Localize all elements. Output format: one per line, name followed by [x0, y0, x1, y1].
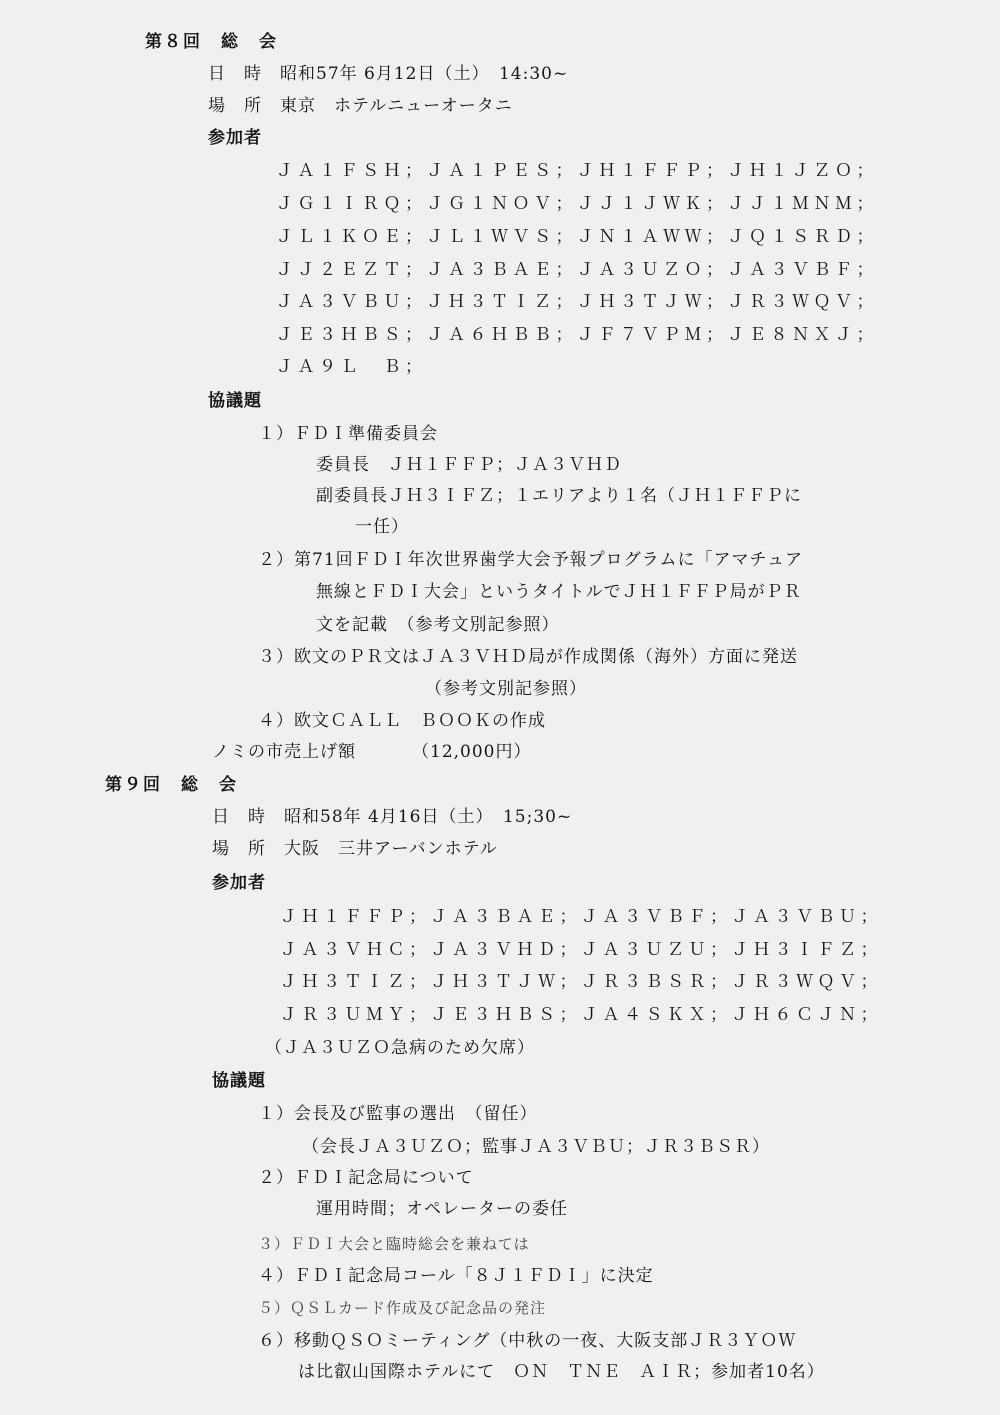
agenda-item: １）会長及び監事の選出 （留任） — [258, 1104, 538, 1124]
meeting9-agenda-label: 協議題 — [212, 1071, 266, 1091]
attendee-line: ＪＡ１ＦＳＨ；ＪＡ１ＰＥＳ；ＪＨ１ＦＦＰ；ＪＨ１ＪＺＯ； — [276, 161, 878, 181]
attendee-line: ＪＡ３ＶＨＣ；ＪＡ３ＶＨＤ；ＪＡ３ＵＺＵ；ＪＨ３ＩＦＺ； — [280, 940, 882, 960]
agenda-item: ４）ＦＤＩ記念局コール「８Ｊ１ＦＤＩ」に決定 — [258, 1266, 654, 1286]
agenda-item: ２）ＦＤＩ記念局について — [258, 1168, 474, 1188]
meeting9-date: 日 時 昭和58年 4月16日（土） 15;30~ — [212, 807, 573, 827]
meeting8-agenda-label: 協議題 — [208, 391, 262, 411]
attendee-line: ＪＲ３ＵＭＹ；ＪＥ３ＨＢＳ；ＪＡ４ＳＫＸ；ＪＨ６ＣＪＮ； — [280, 1005, 882, 1025]
agenda-item: ４）欧文ＣＡＬＬ ＢＯＯＫの作成 — [258, 711, 546, 731]
attendee-line: ＪＡ３ＶＢＵ；ＪＨ３ＴＩＺ；ＪＨ３ＴＪＷ；ＪＲ３ＷＱＶ； — [276, 292, 878, 312]
agenda-detail: 一任） — [355, 517, 409, 537]
agenda-item: ３）欧文のＰＲ文はＪＡ３ＶＨＤ局が作成関係（海外）方面に発送 — [258, 647, 798, 667]
flea-market-label: ノミの市売上げ額 — [212, 742, 356, 762]
attendee-line: ＪＬ１ＫＯＥ；ＪＬ１ＷＶＳ；ＪＮ１ＡＷＷ；ＪＱ１ＳＲＤ； — [276, 227, 878, 247]
agenda-detail: （参考文別記参照） — [425, 679, 587, 699]
attendee-line: ＪＨ１ＦＦＰ；ＪＡ３ＢＡＥ；ＪＡ３ＶＢＦ；ＪＡ３ＶＢＵ； — [280, 907, 882, 927]
attendee-line: ＪＪ２ＥＺＴ；ＪＡ３ＢＡＥ；ＪＡ３ＵＺＯ；ＪＡ３ＶＢＦ； — [276, 260, 878, 280]
flea-market-sales — [212, 741, 531, 763]
meeting8-place: 場 所 東京 ホテルニューオータニ — [208, 96, 513, 116]
agenda-detail: は比叡山国際ホテルにて ＯＮ ＴＮＥ ＡＩＲ；参加者10名） — [298, 1362, 825, 1382]
agenda-detail: 副委員長ＪＨ３ＩＦＺ；１エリアより１名（ＪＨ１ＦＦＰに — [316, 486, 802, 506]
agenda-detail: 委員長 ＪＨ１ＦＦＰ；ＪＡ３ＶＨＤ — [316, 455, 622, 475]
attendee-line: ＪＨ３ＴＩＺ；ＪＨ３ＴＪＷ；ＪＲ３ＢＳＲ；ＪＲ３ＷＱＶ； — [280, 972, 882, 992]
meeting9-title: 第９回 総 会 — [105, 775, 238, 795]
agenda-item: ６）移動ＱＳＯミーティング（中秋の一夜、大阪支部ＪＲ３ＹＯＷ — [258, 1331, 797, 1351]
agenda-detail: 文を記載 （参考文別記参照） — [316, 615, 560, 635]
agenda-detail: 無線とＦＤＩ大会」というタイトルでＪＨ１ＦＦＰ局がＰＲ — [316, 582, 802, 602]
agenda-item: ３）ＦＤＩ大会と臨時総会を兼ねては — [258, 1235, 530, 1253]
attendee-line: ＪＧ１ＩＲＱ；ＪＧ１ＮＯＶ；ＪＪ１ＪＷＫ；ＪＪ１ＭＮＭ； — [276, 194, 878, 214]
meeting8-date: 日 時 昭和57年 6月12日（土） 14:30~ — [208, 64, 569, 84]
agenda-item: ２）第71回ＦＤＩ年次世界歯学大会予報プログラムに「アマチュア — [258, 550, 803, 570]
flea-market-value: （12,000円） — [412, 742, 532, 762]
attendee-line: ＪＡ９Ｌ Ｂ； — [276, 357, 427, 377]
meeting8-title: 第８回 総 会 — [145, 32, 278, 52]
meeting8-attendees-label: 参加者 — [208, 128, 262, 148]
meeting9-attendees-label: 参加者 — [212, 873, 266, 893]
meeting9-place: 場 所 大阪 三井アーバンホテル — [212, 839, 498, 859]
agenda-detail: 運用時間；オペレーターの委任 — [316, 1199, 568, 1219]
agenda-detail: （会長ＪＡ３ＵＺＯ；監事ＪＡ３ＶＢＵ；ＪＲ３ＢＳＲ） — [302, 1137, 770, 1157]
agenda-item: ５）ＱＳＬカード作成及び記念品の発注 — [258, 1299, 547, 1317]
agenda-item: １）ＦＤＩ準備委員会 — [258, 424, 438, 444]
attendee-line: ＪＥ３ＨＢＳ；ＪＡ６ＨＢＢ；ＪＦ７ＶＰＭ；ＪＥ８ＮＸＪ； — [276, 325, 878, 345]
absent-note: （ＪＡ３ＵＺＯ急病のため欠席） — [265, 1038, 535, 1058]
